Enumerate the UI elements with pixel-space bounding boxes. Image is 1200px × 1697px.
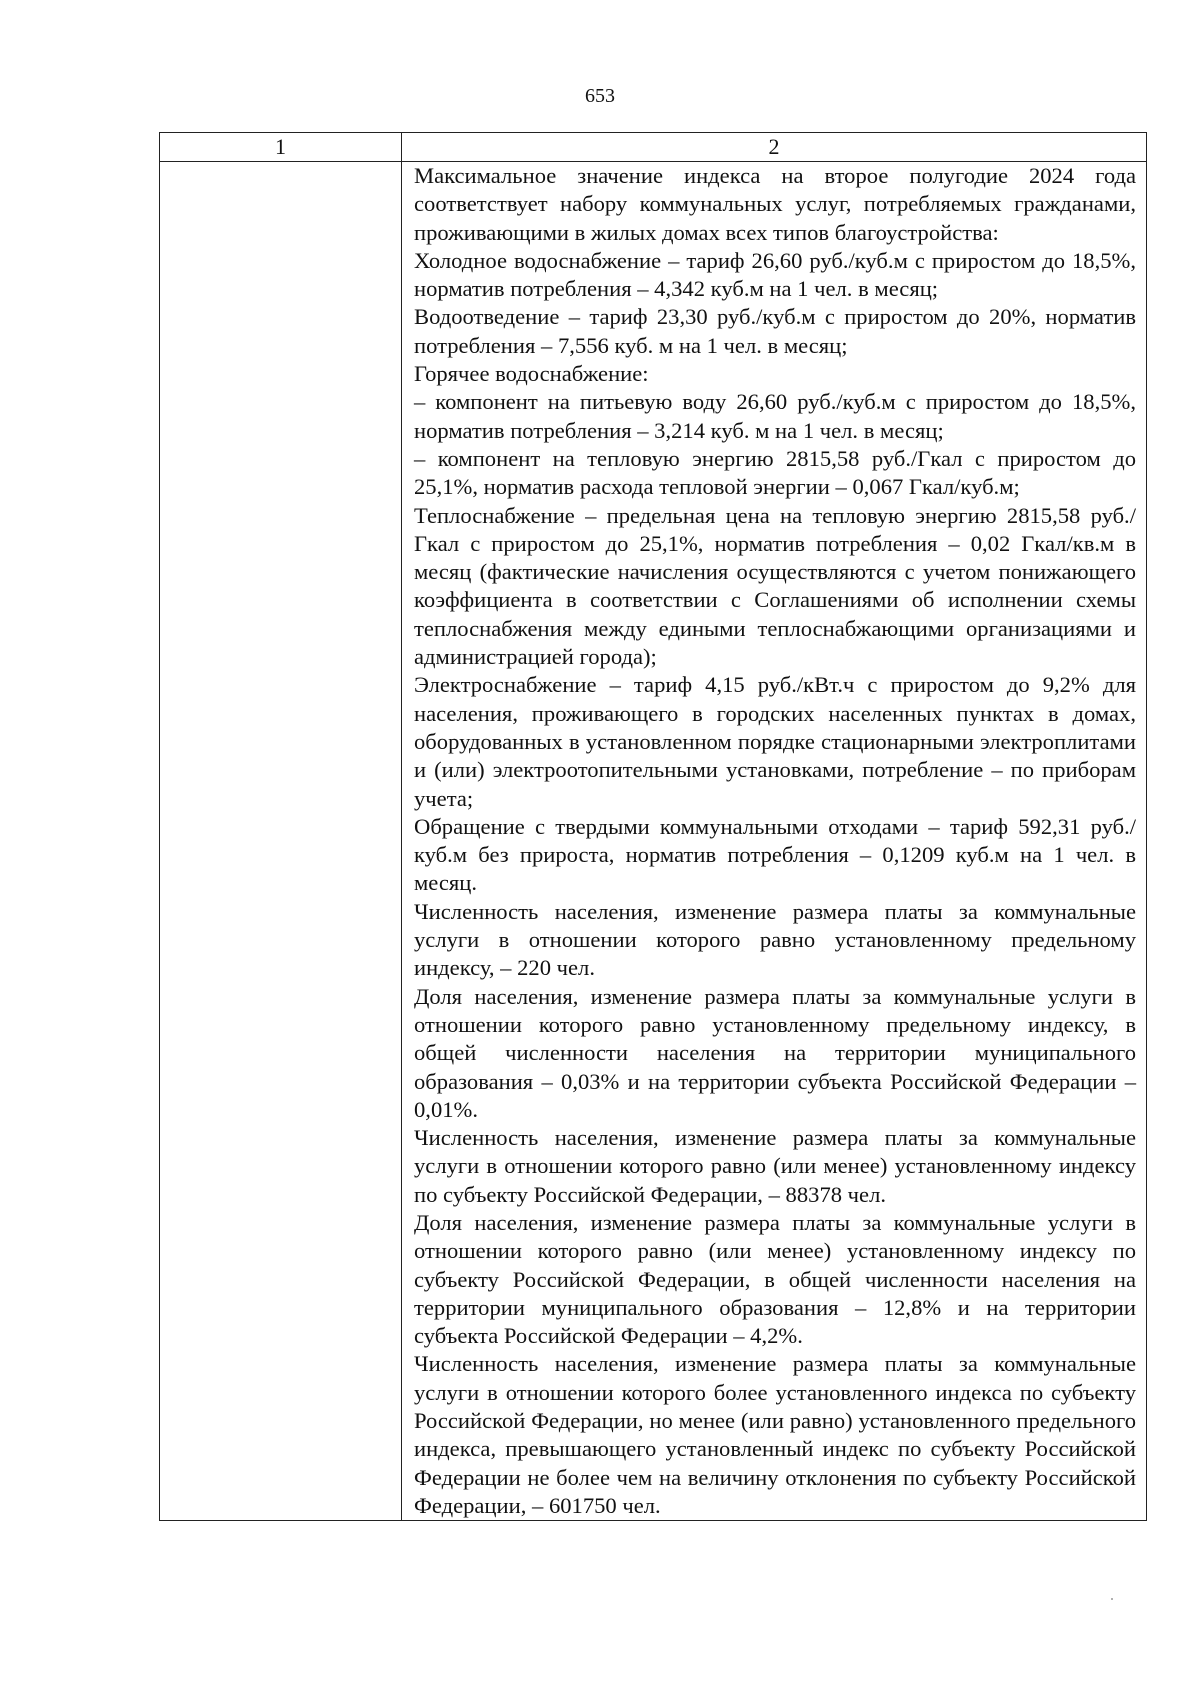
paragraph-cold-water: Холодное водоснабжение – тариф 26,60 руб./куб.м с приростом до 18,5%, норматив потребления – 4,342 куб.м на 1 чел. в месяц; [414, 247, 1136, 302]
paragraph-share-equal: Доля населения, изменение размера платы за коммунальные услуги в отношении которого равно установленному предельному индексу, в общей численности населения на территории муниципального образования – 0,03% и на территории субъекта Российской Федерации – 0,01%. [414, 983, 1136, 1122]
table-header-row [160, 133, 1147, 162]
empty-cell [160, 162, 402, 1521]
page-number: 653 [585, 85, 615, 107]
scan-speck [1111, 1598, 1113, 1600]
paragraph-hot-water-thermal: – компонент на тепловую энергию 2815,58 руб./Гкал с приростом до 25,1%, норматив расхода тепловой энергии – 0,067 Гкал/куб.м; [414, 445, 1136, 500]
paragraph-hot-water-heading: Горячее водоснабжение: [414, 361, 649, 387]
paragraph-index-max: Максимальное значение индекса на второе полугодие 2024 года соответствует набору коммунальных услуг, потребляемых гражданами, проживающими в жилых домах всех типов благоустройства: [414, 163, 1136, 245]
content-cell [402, 162, 1147, 1521]
table-row [160, 162, 1147, 1521]
paragraph-population-less: Численность населения, изменение размера платы за коммунальные услуги в отношении которого равно (или менее) установленному индексу по субъекту Российской Федерации, – 88378 чел. [414, 1125, 1136, 1207]
paragraph-heating: Теплоснабжение – предельная цена на тепловую энергию 2815,58 руб./Гкал с приростом до 25,1%, норматив потребления – 0,02 Гкал/кв.м в месяц (фактические начисления осуществляются с учетом понижающего коэффициента в соответствии с Соглашениями об исполнении схемы теплоснабжения между едиными теплоснабжающими организациями и администрацией города); [414, 502, 1136, 670]
column-header-1: 1 [160, 133, 402, 162]
paragraph-electricity: Электроснабжение – тариф 4,15 руб./кВт.ч с приростом до 9,2% для населения, проживающего в городских населенных пунктах в домах, оборудованных в установленном порядке стационарными электроплитами и (или) электроотопительными установками, потребление – по приборам учета; [414, 672, 1136, 811]
paragraph-solid-waste: Обращение с твердыми коммунальными отходами – тариф 592,31 руб./куб.м без прироста, норматив потребления – 0,1209 куб.м на 1 чел. в месяц. [414, 813, 1136, 896]
paragraph-population-equal: Численность населения, изменение размера платы за коммунальные услуги в отношении которого равно установленному предельному индексу, – 220 чел. [414, 898, 1136, 981]
document-table [159, 132, 1147, 1521]
paragraph-hot-water-drinking: – компонент на питьевую воду 26,60 руб./куб.м с приростом до 18,5%, норматив потребления – 3,214 куб. м на 1 чел. в месяц; [414, 389, 1136, 443]
paragraph-share-less: Доля населения, изменение размера платы за коммунальные услуги в отношении которого равно (или менее) установленному индексу по субъекту Российской Федерации, в общей численности населения на территории муниципального образования – 12,8% и на территории субъекта Российской Федерации – 4,2%. [414, 1209, 1136, 1349]
column-header-2: 2 [402, 133, 1147, 162]
paragraph-population-more: Численность населения, изменение размера платы за коммунальные услуги в отношении которого более установленного индекса по субъекту Российской Федерации, но менее (или равно) установленного предельного индекса, превышающего установленный индекс по субъекту Российской Федерации не более чем на величину отклонения по субъекту Российской Федерации, – 601750 чел. [414, 1351, 1136, 1518]
paragraph-sewerage: Водоотведение – тариф 23,30 руб./куб.м с приростом до 20%, норматив потребления – 7,556 куб. м на 1 чел. в месяц; [414, 304, 1136, 358]
